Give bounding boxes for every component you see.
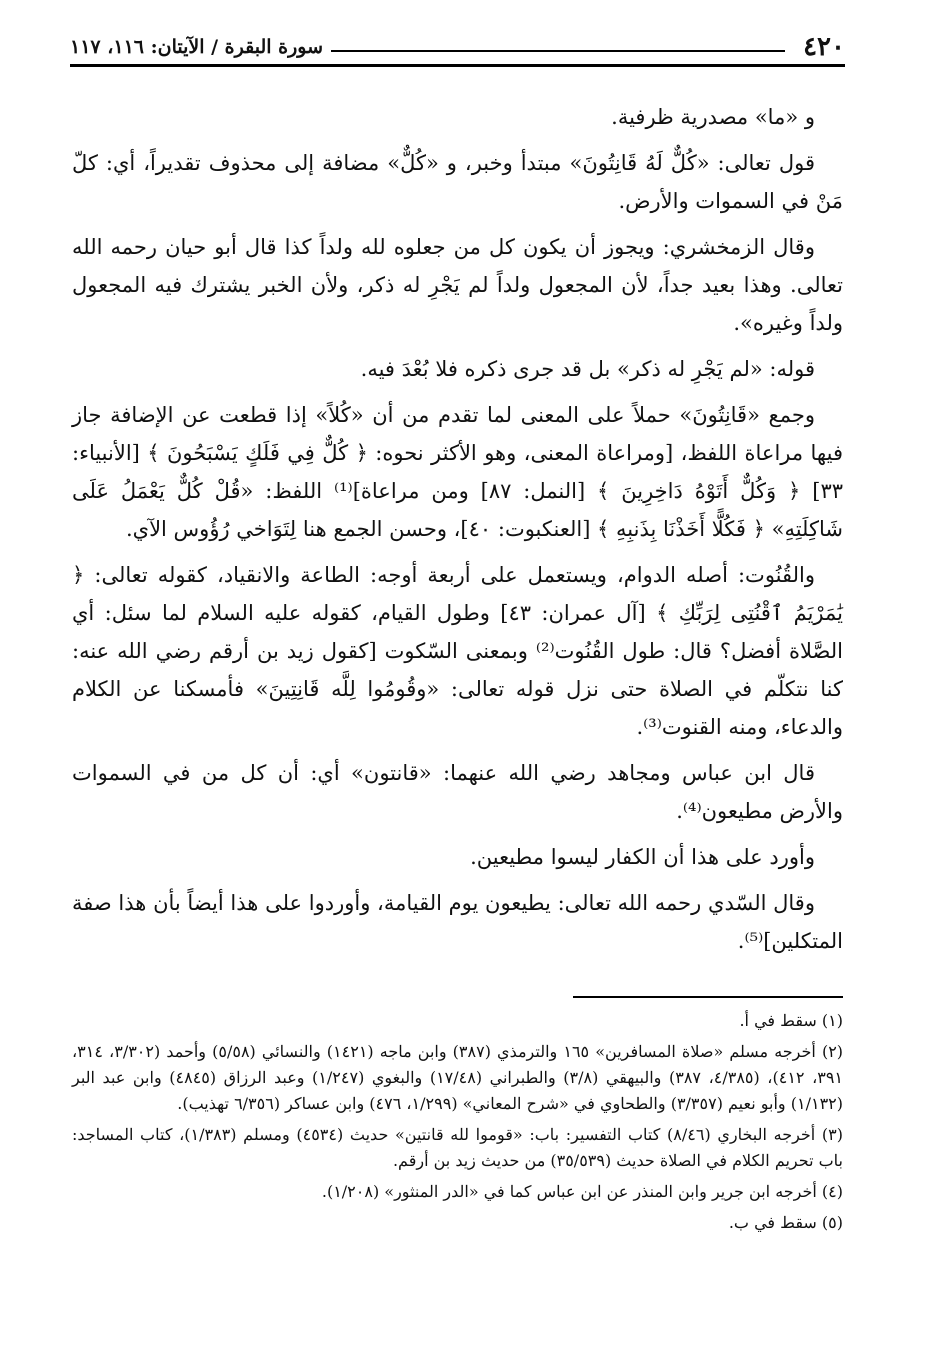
header-rule xyxy=(70,64,845,67)
footnote: (٤) أخرجه ابن جرير وابن المنذر عن ابن عباس كما في «الدر المنثور» (١/٢٠٨). xyxy=(321,1182,843,1201)
page-number: ٤٢٠ xyxy=(803,32,845,62)
paragraph: وقال السّدي رحمه الله تعالى: يطيعون يوم القيامة، وأوردوا على هذا أيضاً بأن هذا صفة المتكلين]⁽⁵⁾. xyxy=(72,891,843,953)
footnote-separator xyxy=(573,996,843,998)
footnote: (١) سقط في أ. xyxy=(739,1011,843,1030)
paragraph: و «ما» مصدرية ظرفية. xyxy=(611,105,815,129)
paragraph: قول تعالى: «كُلٌّ لَهُ قَانِتُونَ» مبتدأ وخبر، و «كُلٌّ» مضافة إلى محذوف تقديراً، أي: كلّ مَنْ في السموات والأرض. xyxy=(72,151,843,213)
paragraph: قال ابن عباس ومجاهد رضي الله عنهما: «قانتون» أي: أن كل من في السموات والأرض مطيعون⁽⁴⁾. xyxy=(72,761,843,823)
main-text xyxy=(72,98,843,968)
footnote: (٣) أخرجه البخاري (٨/٤٦) كتاب التفسير: باب: «قوموا لله قانتين» حديث (٤٥٣٤) ومسلم (١/٣٨٣)، كتاب المساجد: باب تحريم الكلام في الصلاة حديث (٣٥/٥٣٩) من حديث زيد بن أرقم. xyxy=(72,1125,844,1170)
footnotes xyxy=(72,1008,843,1241)
running-header xyxy=(70,30,845,64)
paragraph: والقُنُوت: أصله الدوام، ويستعمل على أربعة أوجه: الطاعة والانقياد، كقوله تعالى: ﴿ يَٰمَرْيَمُ ٱقْنُتِى لِرَبِّكِ ﴾ [آل عمران: ٤٣] وطول القيام، كقوله عليه السلام لما سئل: أي الصَّلاة أفضل؟ قال: طول القُنُوت⁽²⁾ وبمعنى السّكوت [كقول زيد بن أرقم رضي الله عنه: كنا نتكلّم في الصلاة حتى نزل قوله تعالى: «وقُومُوا لِلَّه قَانِتِينَ» فأمسكنا عن الكلام والدعاء، ومنه القنوت⁽³⁾. xyxy=(72,563,843,739)
header-line xyxy=(331,50,785,52)
paragraph: قوله: «لم يَجْرِ له ذكر» بل قد جرى ذكره فلا بُعْدَ فيه. xyxy=(360,357,815,381)
header-title: سورة البقرة / الآيتان: ١١٦، ١١٧ xyxy=(70,36,324,58)
footnote: (٢) أخرجه مسلم «صلاة المسافرين» ١٦٥ والترمذي (٣٨٧) وابن ماجه (١٤٢١) والنسائي (٥/٥٨) وأحمد (٣/٣٠٢، ٣١٤، ٣٩١، ٤١٢)، (٤/٣٨٥، ٣٨٧) والبيهقي (٣/٨) والطبراني (١٧/٤٨) والبغوي (١/٢٤٧) وعبد الرزاق (٤٨٤٥) وابن عبد البر (١/١٣٢) وأبو نعيم (٣/٣٥٧) والطحاوي في «شرح المعاني» (١/٢٩٩، ٤٧٦) وابن عساكر (٦/٣٥٦ تهذيب). xyxy=(72,1042,844,1113)
paragraph: وأورد على هذا أن الكفار ليسوا مطيعين. xyxy=(470,845,815,869)
paragraph: وقال الزمخشري: ويجوز أن يكون كل من جعلوه لله ولداً كذا قال أبو حيان رحمه الله تعالى. وهذا بعيد جداً، لأن المجعول ولداً لم يَجْرِ له ذكر، ولأن الخبر يشترك فيه المجعول ولداً وغيره». xyxy=(72,235,843,335)
footnote: (٥) سقط في ب. xyxy=(728,1213,843,1232)
paragraph: وجمع «قَانِتُونَ» حملاً على المعنى لما تقدم من أن «كُلاً» إذا قطعت عن الإضافة جاز فيها مراعاة اللفظ، [ومراعاة المعنى، وهو الأكثر نحوه: ﴿ كُلٌّ فِي فَلَكٍ يَسْبَحُونَ ﴾ [الأنبياء: ٣٣] ﴿ وَكُلٌّ أَتَوْهُ دَاخِرِينَ ﴾ [النمل: ٨٧] ومن مراعاة]⁽¹⁾ اللفظ: «قُلْ كُلٌّ يَعْمَلُ عَلَى شَاكِلَتِهِ» ﴿ فَكُلًّا أَخَذْنَا بِذَنبِهِ ﴾ [العنكبوت: ٤٠]، وحسن الجمع هنا لِتَوَاخي رُؤُوس الآي. xyxy=(72,403,843,541)
